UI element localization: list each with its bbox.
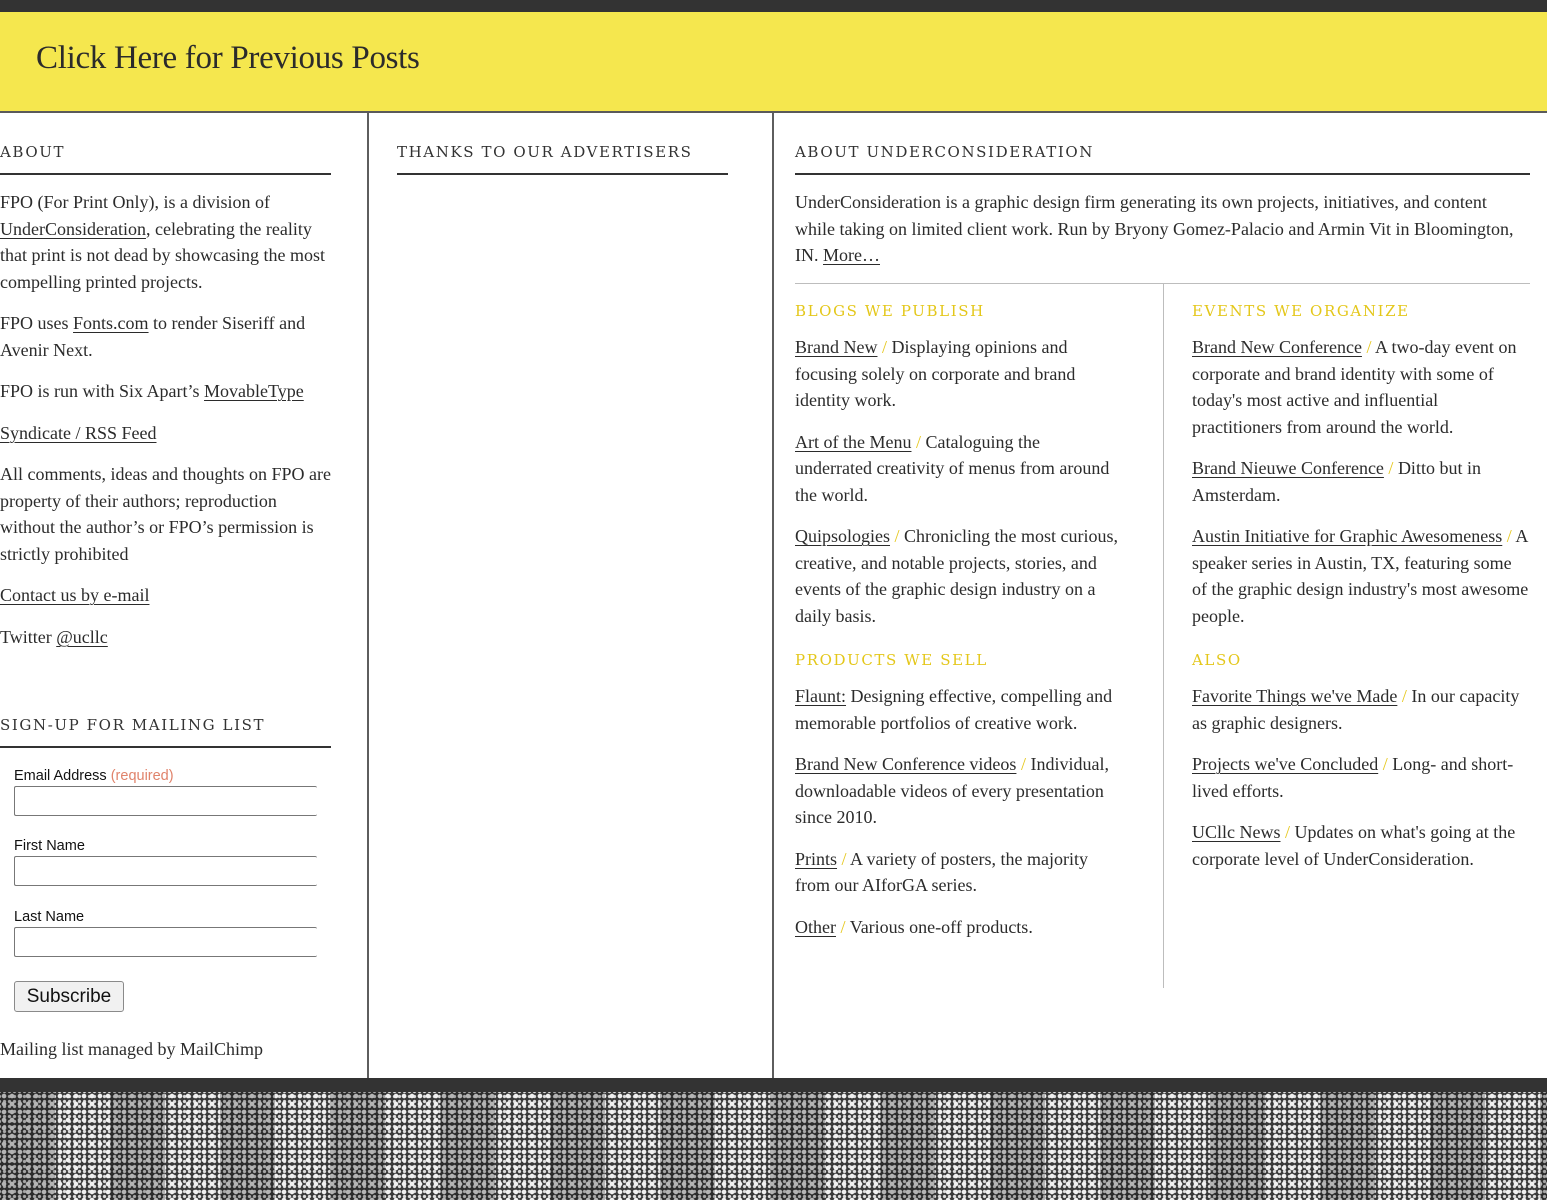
prints-link[interactable]: Prints [795,848,838,869]
mailchimp-note: Mailing list managed by MailChimp [0,1039,263,1059]
first-name-label: First Name [14,838,85,854]
text: Various one-off products. [849,916,1033,937]
text: to render Siseriff and Avenir Next. [0,313,306,360]
fonts-com-link[interactable]: Fonts.com [73,313,149,333]
slash: / [1388,458,1394,478]
products-list [795,683,1120,940]
quipsologies-link[interactable]: Quipsologies [795,526,891,546]
text: Displaying opinions and focusing solely on corporate and brand identity work. [795,337,1076,410]
list-item [1192,683,1530,736]
email-label [14,768,174,784]
text: Updates on what's going at the corporate level of UnderConsideration. [1192,822,1516,869]
footer-band [0,1078,1547,1092]
flaunt-link[interactable]: Flaunt: [795,686,847,706]
about-paragraph [0,310,331,363]
text: Chronicling the most curious, creative, and notable projects, stories, and events of the graphic design industry on a daily basis. [795,526,1119,626]
products-heading: PRODUCTS WE SELL [795,651,988,669]
text: FPO is run with Six Apart’s [0,381,205,401]
advertisers-column [397,113,728,175]
list-item [1192,819,1530,872]
text: UnderConsideration is a graphic design firm generating its own projects, initiatives, and content while taking on limited client work. Run by Bryony Gomez-Palacio and Armin Vit in Bloomington, IN. [795,192,1514,265]
advertisers-heading: THANKS TO OUR ADVERTISERS [397,143,728,175]
slash: / [1285,822,1291,842]
underconsideration-column [795,113,1530,284]
text: A variety of posters, the majority from our AIforGA series. [795,848,1088,895]
text: FPO uses [0,313,74,333]
text: A speaker series in Austin, TX, featuring some of the graphic design industry's most awesome people. [1192,526,1529,626]
list-item [795,334,1120,414]
slash: / [840,916,846,937]
about-heading: ABOUT [0,143,331,175]
conference-videos-link[interactable]: Brand New Conference videos [795,754,1017,774]
text: Cataloguing the underrated creativity of menus from around the world. [795,431,1110,505]
art-of-the-menu-link[interactable]: Art of the Menu [795,431,912,452]
list-item [795,914,1120,941]
about-paragraph [0,420,331,447]
slash: / [881,337,887,357]
slash: / [841,848,847,869]
about-paragraph: All comments, ideas and thoughts on FPO are property of their authors; reproduction without the author’s or FPO’s permission is strictly prohibited [0,464,331,564]
also-heading: ALSO [1192,651,1242,669]
list-item [795,683,1120,736]
events-heading: EVENTS WE ORGANIZE [1192,302,1410,320]
list-item [795,523,1120,629]
column-divider [772,113,774,1078]
previous-posts-link[interactable]: Click Here for Previous Posts [36,40,420,76]
brand-new-link[interactable]: Brand New [795,337,878,357]
slash: / [915,431,921,452]
other-link[interactable]: Other [795,916,836,937]
list-item [1192,334,1530,440]
text: Email Address [14,768,107,784]
subscribe-button[interactable]: Subscribe [14,981,124,1012]
slash: / [1020,754,1026,774]
slash: / [1366,337,1372,357]
footer-pattern-shade [0,1092,1547,1200]
column-divider [367,113,369,1078]
list-item [795,846,1120,899]
text: Long- and short-lived efforts. [1192,754,1514,801]
ucllc-news-link[interactable]: UCllc News [1192,822,1281,842]
about-paragraph [0,582,331,609]
list-item [795,429,1120,509]
about-paragraph [0,624,331,651]
email-field[interactable] [14,786,317,816]
blogs-list [795,334,1120,629]
blogs-products-subcolumn [795,302,1120,940]
mailing-list-heading: SIGN-UP FOR MAILING LIST [0,716,331,748]
aiga-austin-link[interactable]: Austin Initiative for Graphic Awesomeness [1192,526,1503,546]
projects-concluded-link[interactable]: Projects we've Concluded [1192,754,1379,774]
about-text [0,189,331,650]
movabletype-link[interactable]: MovableType [204,381,304,401]
rss-feed-link[interactable]: Syndicate / RSS Feed [0,422,157,443]
text: FPO (For Print Only), is a division of [0,192,271,212]
text: Twitter [0,626,57,647]
slash: / [894,526,900,546]
text: A two-day event on corporate and brand identity with some of today's most active and influential practitioners from around the world. [1192,337,1517,437]
about-paragraph [0,189,331,295]
slash: / [1401,686,1407,706]
list-item [1192,523,1530,629]
first-name-field[interactable] [14,856,317,886]
list-item [795,751,1120,831]
underconsideration-link[interactable]: UnderConsideration [0,218,146,239]
text: Designing effective, compelling and memorable portfolios of creative work. [795,686,1113,733]
last-name-label: Last Name [14,909,85,925]
events-list [1192,334,1530,629]
list-item [1192,455,1530,508]
text: Ditto but in Amsterdam. [1192,458,1481,505]
twitter-link[interactable]: @ucllc [56,626,108,647]
slash: / [1506,526,1512,546]
last-name-field[interactable] [14,927,317,957]
about-paragraph [0,378,331,405]
slash: / [1382,754,1388,774]
blogs-heading: BLOGS WE PUBLISH [795,302,985,320]
events-also-subcolumn [1192,302,1530,872]
uc-intro [795,189,1530,284]
required-note: (required) [110,768,174,784]
list-item [1192,751,1530,804]
subcolumn-divider [1163,284,1164,988]
top-bar [0,0,1547,12]
brand-new-conference-link[interactable]: Brand New Conference [1192,337,1362,357]
favorite-things-link[interactable]: Favorite Things we've Made [1192,686,1398,706]
also-list [1192,683,1530,872]
about-column [0,113,331,650]
contact-email-link[interactable]: Contact us by e-mail [0,585,150,605]
more-link[interactable]: More… [823,245,880,265]
text: In our capacity as graphic designers. [1192,686,1520,733]
text: , celebrating the reality that print is not dead by showcasing the most compelling printed projects. [0,218,325,292]
brand-nieuwe-conference-link[interactable]: Brand Nieuwe Conference [1192,458,1384,478]
mailing-list-heading-wrap [0,716,331,748]
text: Individual, downloadable videos of every presentation since 2010. [795,754,1109,827]
uc-heading: ABOUT UNDERCONSIDERATION [795,143,1530,175]
previous-posts-banner [0,12,1547,113]
